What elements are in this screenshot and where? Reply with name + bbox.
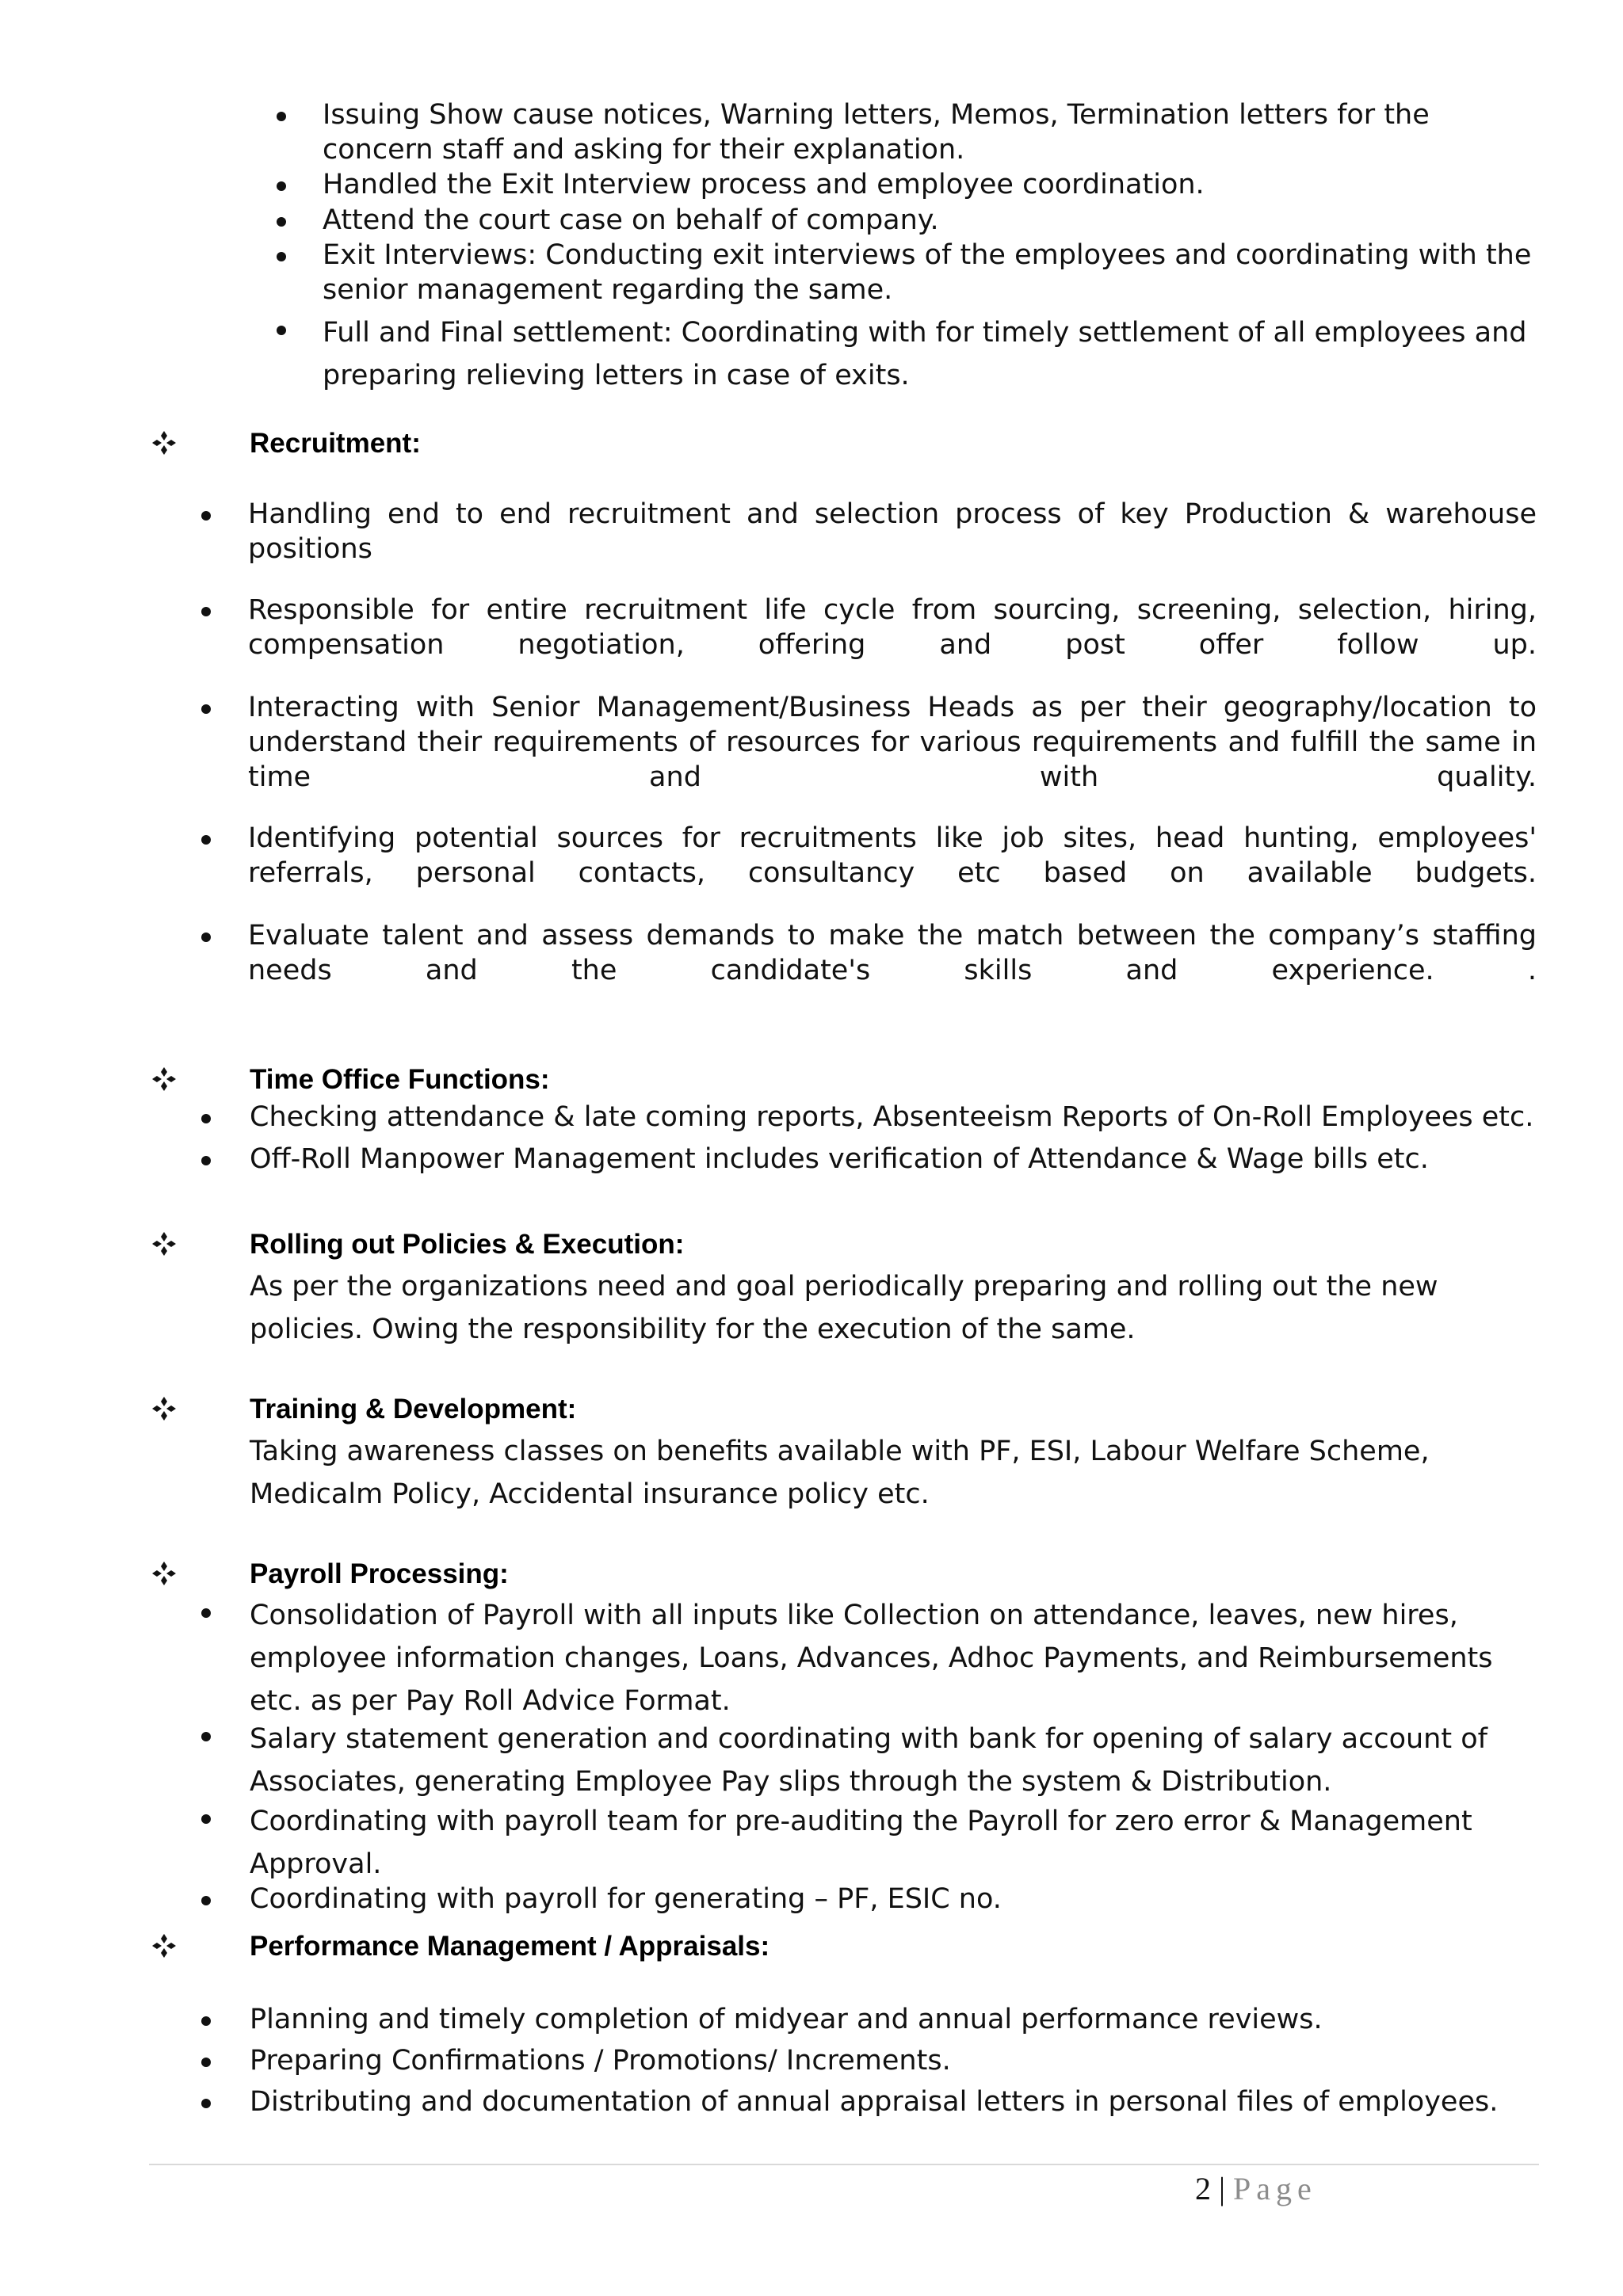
bullet-dot xyxy=(201,1814,211,1824)
recruitment-item: Evaluate talent and assess demands to make the match between the company’s staffing needs and the candidate's skills and experience. . xyxy=(248,920,1537,986)
intro-item: Exit Interviews: Conducting exit interviews of the employees and coordinating with the senior management regarding the same. xyxy=(323,239,1532,306)
bullet-dot xyxy=(277,217,286,227)
bullet-dot xyxy=(201,511,211,521)
diamond-bullet-icon xyxy=(152,1562,176,1585)
page-number-footer xyxy=(1195,2169,1317,2209)
payroll-item: Salary statement generation and coordinating with bank for opening of salary account of Associates, generating Employee Pay slips through the system & Distribution. xyxy=(250,1723,1487,1798)
page-separator: | xyxy=(1219,2171,1226,2206)
recruitment-item: Responsible for entire recruitment life cycle from sourcing, screening, selection, hiring, compensation negotiation, offering and post offer follow up. xyxy=(248,594,1537,661)
bullet-dot xyxy=(277,112,286,121)
payroll-item: Coordinating with payroll for generating – PF, ESIC no. xyxy=(250,1883,1002,1915)
intro-item: Attend the court case on behalf of company. xyxy=(323,204,939,236)
recruitment-item: Identifying potential sources for recruitments like job sites, head hunting, employees' referrals, personal contacts, consultancy etc based on available budgets. xyxy=(248,822,1537,889)
recruitment-item: Handling end to end recruitment and selection process of key Production & warehouse positions xyxy=(248,498,1537,565)
bullet-dot xyxy=(201,1114,211,1123)
bullet-dot xyxy=(201,933,211,942)
bullet-dot xyxy=(277,252,286,261)
footer-rule xyxy=(149,2164,1539,2165)
bullet-dot xyxy=(201,607,211,616)
bullet-dot xyxy=(201,2099,211,2108)
time-office-item: Checking attendance & late coming reports, Absenteeism Reports of On-Roll Employees etc. xyxy=(250,1101,1534,1133)
bullet-dot xyxy=(201,1896,211,1905)
bullet-dot xyxy=(201,1732,211,1741)
time-office-item: Off-Roll Manpower Management includes verification of Attendance & Wage bills etc. xyxy=(250,1143,1429,1175)
page-label: Page xyxy=(1233,2171,1317,2206)
diamond-bullet-icon xyxy=(152,1397,176,1421)
training-heading: Training & Development: xyxy=(250,1394,577,1425)
payroll-item: Consolidation of Payroll with all inputs like Collection on attendance, leaves, new hires, employee information changes, Loans, Advances, Adhoc Payments, and Reimbursements etc. as per Pay Roll Advice Format. xyxy=(250,1600,1493,1717)
policies-heading: Rolling out Policies & Execution: xyxy=(250,1229,685,1260)
performance-item: Planning and timely completion of midyear and annual performance reviews. xyxy=(250,2004,1323,2035)
bullet-dot xyxy=(201,2016,211,2026)
intro-item: Handled the Exit Interview process and employee coordination. xyxy=(323,169,1205,200)
payroll-heading: Payroll Processing: xyxy=(250,1558,509,1589)
recruitment-item: Interacting with Senior Management/Business Heads as per their geography/location to understand their requirements of resources for various requirements and fulfill the same in time and with quality. xyxy=(248,692,1537,793)
bullet-dot xyxy=(201,704,211,714)
diamond-bullet-icon xyxy=(152,1232,176,1256)
diamond-bullet-icon xyxy=(152,431,176,455)
performance-item: Preparing Confirmations / Promotions/ Increments. xyxy=(250,2045,951,2077)
bullet-dot xyxy=(277,181,286,191)
intro-item: Issuing Show cause notices, Warning letters, Memos, Termination letters for the concern staff and asking for their explanation. xyxy=(323,99,1430,166)
recruitment-heading: Recruitment: xyxy=(250,428,421,459)
bullet-dot xyxy=(201,835,211,845)
performance-heading: Performance Management / Appraisals: xyxy=(250,1931,770,1962)
policies-text: As per the organizations need and goal periodically preparing and rolling out the new policies. Owing the responsibility for the execution of the same. xyxy=(250,1271,1438,1345)
intro-item: Full and Final settlement: Coordinating with for timely settlement of all employees and preparing relieving letters in case of exits. xyxy=(323,317,1527,391)
diamond-bullet-icon xyxy=(152,1934,176,1958)
page-number: 2 xyxy=(1195,2171,1211,2206)
bullet-dot xyxy=(201,2058,211,2067)
bullet-dot xyxy=(201,1156,211,1165)
training-text: Taking awareness classes on benefits available with PF, ESI, Labour Welfare Scheme, Medicalm Policy, Accidental insurance policy etc. xyxy=(250,1436,1430,1510)
bullet-dot xyxy=(201,1608,211,1618)
diamond-bullet-icon xyxy=(152,1067,176,1091)
time-office-heading: Time Office Functions: xyxy=(250,1064,550,1095)
payroll-item: Coordinating with payroll team for pre-auditing the Payroll for zero error & Management Approval. xyxy=(250,1806,1472,1880)
bullet-dot xyxy=(277,326,286,335)
performance-item: Distributing and documentation of annual appraisal letters in personal files of employees. xyxy=(250,2086,1499,2118)
